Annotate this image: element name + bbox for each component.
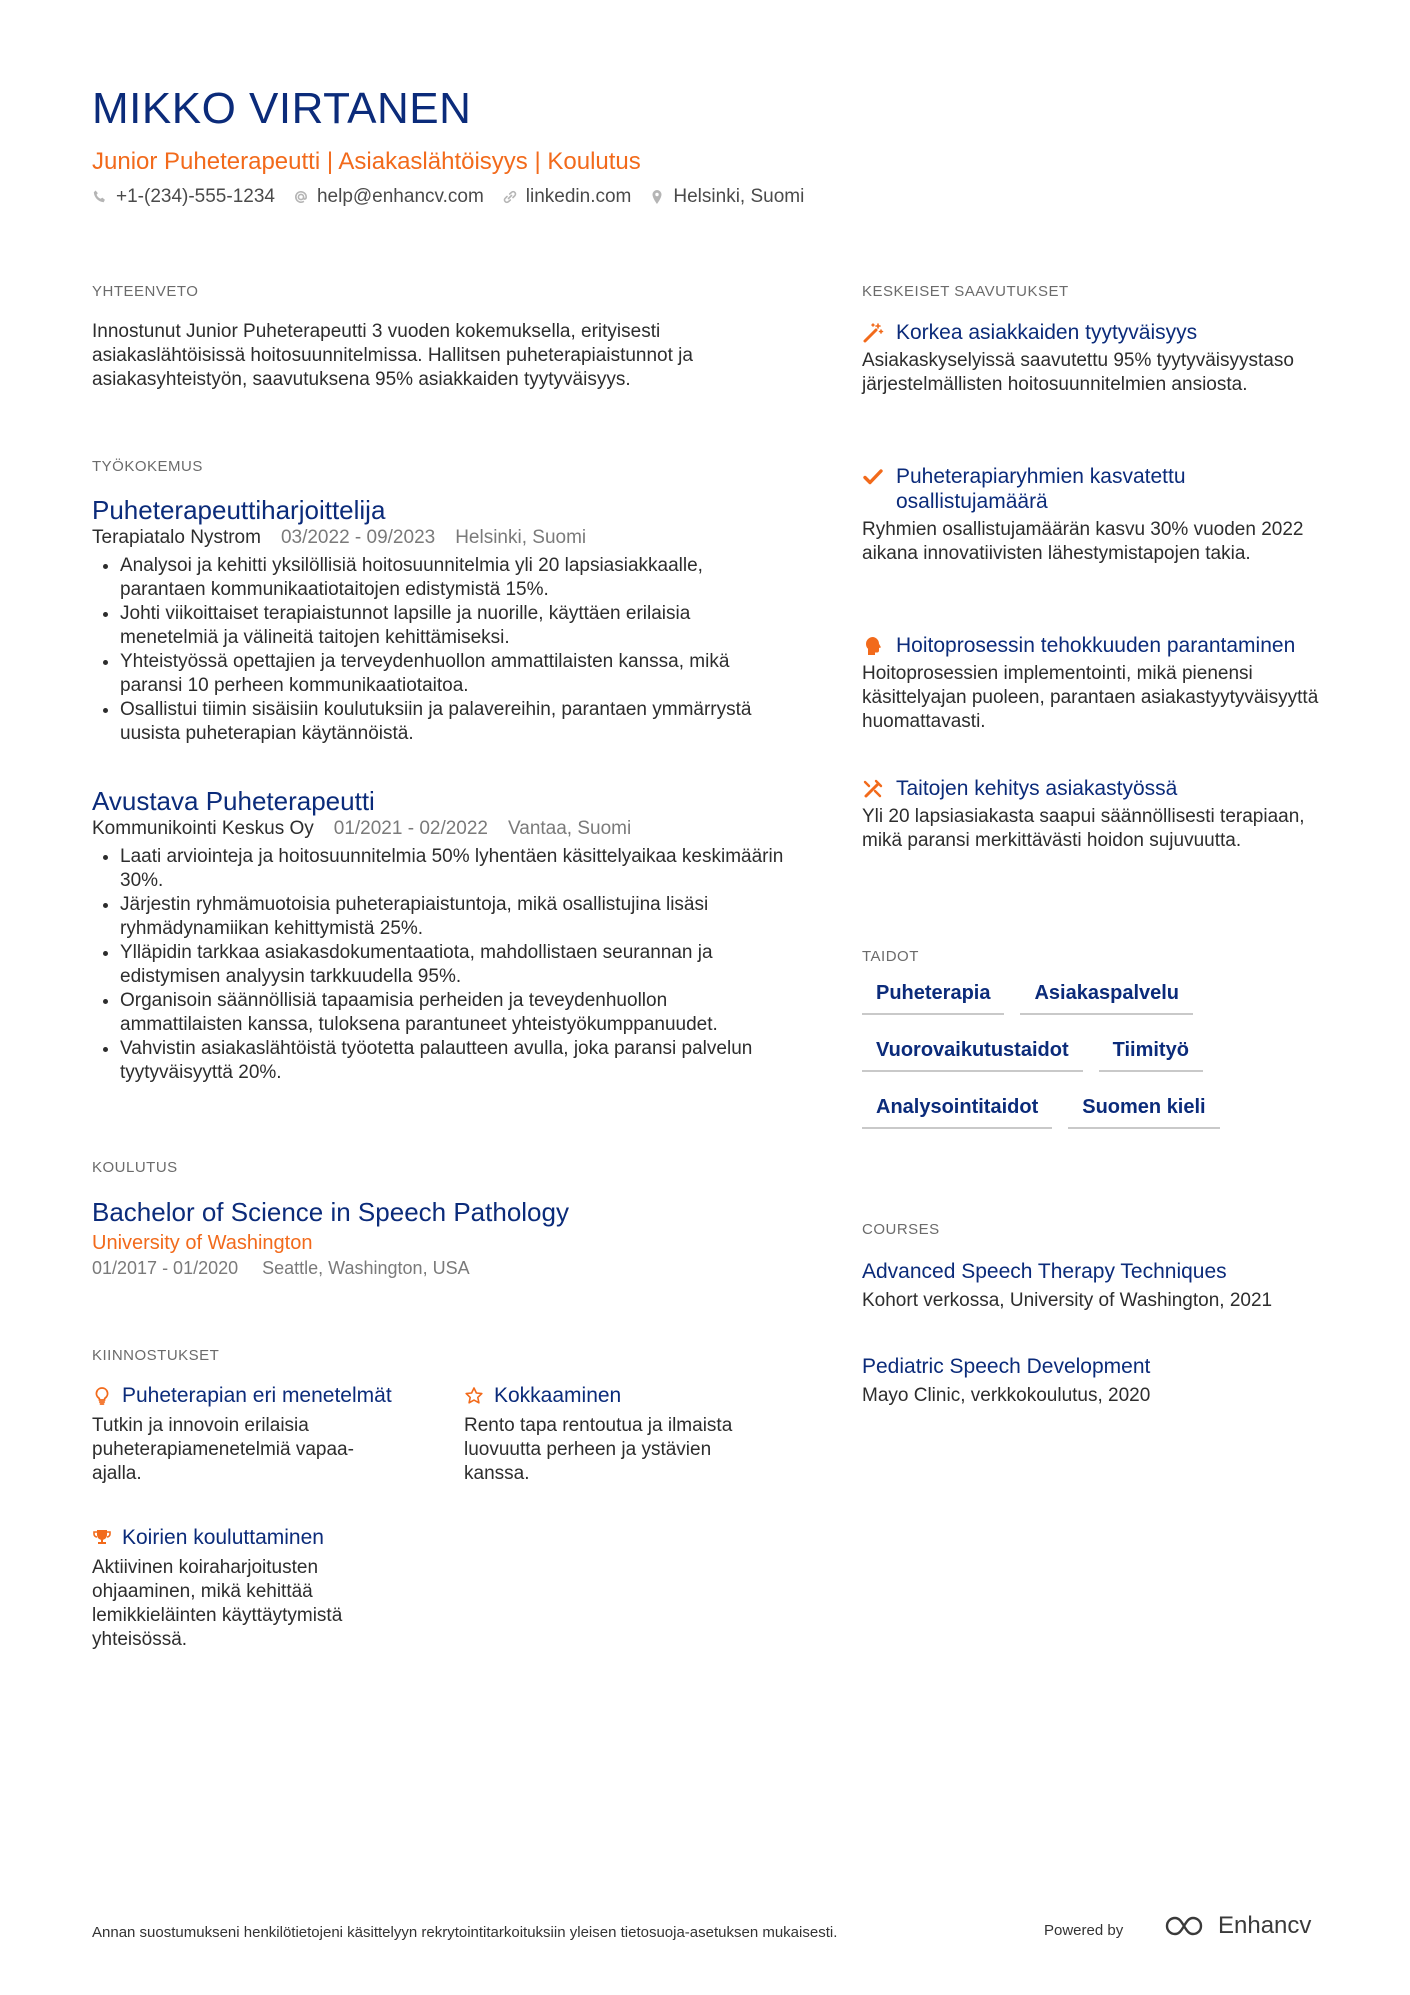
achievement-description: Asiakaskyselyissä saavutettu 95% tyytyväisyystaso järjestelmällisten hoitosuunnitelmien ansiosta. xyxy=(862,350,1294,395)
course-item xyxy=(862,1258,1332,1314)
skill-tag: Vuorovaikutustaidot xyxy=(862,1037,1083,1072)
achievement-title-row xyxy=(862,320,1332,345)
skills-list xyxy=(862,980,1322,1151)
achievement-title: Korkea asiakkaiden tyytyväisyys xyxy=(896,321,1198,344)
job-bullets xyxy=(92,554,792,746)
summary-text: Innostunut Junior Puheterapeutti 3 vuoden kokemuksella, erityisesti asiakaslähtöisissä hoitosuunnitelmissa. Hallitsen puheterapiaistunnot ja asiakasyhteistyön, saavutuksena 95% asiakkaiden tyytyväisyys. xyxy=(92,321,693,390)
achievement-item xyxy=(862,633,1332,734)
job-dates: 03/2022 - 09/2023 xyxy=(280,527,436,548)
skills-row xyxy=(862,1094,1322,1129)
experience-heading: TYÖKOKEMUS xyxy=(92,458,203,475)
job-bullets xyxy=(92,845,792,1085)
summary-heading: YHTEENVETO xyxy=(92,283,199,300)
candidate-tagline: Junior Puheterapeutti | Asiakaslähtöisyys | Koulutus xyxy=(92,148,641,175)
interest-description: Aktiivinen koiraharjoitusten ohjaaminen, mikä kehittää lemikkieläinten käyttäytymistä yhteisössä. xyxy=(92,1557,343,1650)
job-company: Terapiatalo Nystrom xyxy=(92,527,261,548)
education-heading: KOULUTUS xyxy=(92,1159,178,1176)
achievement-item xyxy=(862,776,1332,853)
interest-title: Kokkaaminen xyxy=(494,1384,622,1407)
education-meta xyxy=(92,1256,792,1280)
job-bullet: • Organisoin säännöllisiä tapaamisia perheiden ja teveydenhuollon ammattilaisten kanssa, tuloksena parantuneet yhteistyökumppanuudet. xyxy=(120,989,792,1037)
interest-title: Puheterapian eri menetelmät xyxy=(122,1384,392,1407)
job-title: Avustava Puheterapeutti xyxy=(92,786,375,816)
enhancv-logo-icon xyxy=(1164,1913,1210,1939)
brand-name: Enhancv xyxy=(1218,1912,1312,1939)
achievement-description: Yli 20 lapsiasiakasta saapui säännöllisesti terapiaan, mikä paransi merkittävästi hoidon sujuvuutta. xyxy=(862,806,1305,851)
achievement-description: Hoitoprosessien implementointi, mikä pienensi käsittelyajan puoleen, parantaen asiakastyytyväisyyttä huomattavasti. xyxy=(862,663,1319,732)
achievement-item xyxy=(862,464,1332,566)
skills-row xyxy=(862,1037,1322,1072)
powered-by-label: Powered by xyxy=(1044,1922,1124,1939)
job-title: Puheterapeuttiharjoittelija xyxy=(92,495,386,525)
job-company: Kommunikointi Keskus Oy xyxy=(92,818,314,839)
job-bullet: • Johti viikoittaiset terapiaistunnot lapsille ja nuorille, käyttäen erilaisia menetelmiä ja välineitä taitojen kehittämiseksi. xyxy=(120,602,792,650)
job-location: Helsinki, Suomi xyxy=(455,527,587,548)
candidate-name: MIKKO VIRTANEN xyxy=(92,84,472,133)
job-entry xyxy=(92,494,792,746)
achievement-description: Ryhmien osallistujamäärän kasvu 30% vuoden 2022 aikana innovatiivisten lähestymistapojen takia. xyxy=(862,519,1304,564)
course-item xyxy=(862,1353,1332,1409)
location-pin-icon xyxy=(649,189,665,205)
job-bullet: • Analysoi ja kehitti yksilöllisiä hoitosuunnitelmia yli 20 lapsiasiakkaalle, parantaen kommunikaatiotaitojen edistymistä 15%. xyxy=(120,554,792,602)
interests-heading: KIINNOSTUKSET xyxy=(92,1347,220,1364)
checkmark-icon xyxy=(862,466,884,488)
course-title: Advanced Speech Therapy Techniques xyxy=(862,1260,1227,1283)
skill-tag: Puheterapia xyxy=(862,980,1004,1015)
email-text: help@enhancv.com xyxy=(316,186,484,207)
linkedin-text: linkedin.com xyxy=(525,186,632,207)
education-entry xyxy=(92,1196,792,1280)
interest-title-row xyxy=(92,1524,402,1552)
job-bullet: • Vahvistin asiakaslähtöistä työotetta palautteen avulla, joka paransi palvelun tyytyväisyyttä 20%. xyxy=(120,1037,792,1085)
achievement-title-row xyxy=(862,464,1332,514)
skills-heading: TAIDOT xyxy=(862,948,919,965)
contact-linkedin[interactable] xyxy=(502,186,632,208)
job-meta xyxy=(92,526,792,550)
achievement-title: Puheterapiaryhmien kasvatettu osallistujamäärä xyxy=(896,465,1186,513)
enhancv-brand[interactable] xyxy=(1164,1912,1311,1940)
interest-title-row xyxy=(464,1382,774,1410)
education-dates: 01/2017 - 01/2020 xyxy=(92,1258,239,1278)
skill-tag: Suomen kieli xyxy=(1068,1094,1219,1129)
achievement-title: Hoitoprosessin tehokkuuden parantaminen xyxy=(896,634,1296,657)
star-icon xyxy=(464,1386,484,1406)
course-title: Pediatric Speech Development xyxy=(862,1355,1151,1378)
course-provider: Mayo Clinic, verkkokoulutus, 2020 xyxy=(862,1385,1151,1406)
phone-text: +1-(234)-555-1234 xyxy=(116,186,275,207)
skill-tag: Asiakaspalvelu xyxy=(1020,980,1193,1015)
trophy-icon xyxy=(92,1528,112,1548)
interest-description: Tutkin ja innovoin erilaisia puheterapiamenetelmiä vapaa-ajalla. xyxy=(92,1415,354,1484)
job-bullet: • Yhteistyössä opettajien ja terveydenhuollon ammattilaisten kanssa, mikä paransi 10 perheen kommunikaatiotaitoa. xyxy=(120,650,792,698)
job-entry xyxy=(92,785,792,1085)
link-icon xyxy=(502,189,518,205)
job-meta xyxy=(92,817,792,841)
contact-bar xyxy=(92,186,804,208)
contact-phone[interactable] xyxy=(92,186,275,208)
achievement-title-row xyxy=(862,633,1332,658)
achievement-title: Taitojen kehitys asiakastyössä xyxy=(896,777,1178,800)
job-dates: 01/2021 - 02/2022 xyxy=(333,818,488,839)
achievements-heading: KESKEISET SAAVUTUKSET xyxy=(862,283,1069,300)
job-bullet: • Ylläpidin tarkkaa asiakasdokumentaatiota, mahdollistaen seurannan ja edistymisen analyysin tarkkuudella 95%. xyxy=(120,941,792,989)
job-bullet: • Laati arviointeja ja hoitosuunnitelmia 50% lyhentäen käsittelyaikaa keskimäärin 30%. xyxy=(120,845,792,893)
magic-wand-icon xyxy=(862,322,884,344)
education-school: University of Washington xyxy=(92,1232,313,1254)
head-icon xyxy=(862,635,884,657)
lightbulb-icon xyxy=(92,1386,112,1406)
course-provider: Kohort verkossa, University of Washington, 2021 xyxy=(862,1290,1273,1311)
education-location: Seattle, Washington, USA xyxy=(262,1258,470,1278)
job-bullet: • Osallistui tiimin sisäisiin koulutuksiin ja palavereihin, parantaen ymmärrystä uusista puheterapian käytännöistä. xyxy=(120,698,792,746)
education-degree: Bachelor of Science in Speech Pathology xyxy=(92,1197,569,1227)
phone-icon xyxy=(92,189,108,205)
interest-title-row xyxy=(92,1382,402,1410)
achievement-title-row xyxy=(862,776,1332,801)
tools-icon xyxy=(862,778,884,800)
location-text: Helsinki, Suomi xyxy=(673,186,805,207)
achievement-item xyxy=(862,320,1332,397)
courses-heading: COURSES xyxy=(862,1221,940,1238)
skills-row xyxy=(862,980,1322,1015)
interest-item xyxy=(464,1382,774,1486)
skill-tag: Analysointitaidot xyxy=(862,1094,1052,1129)
interest-item xyxy=(92,1382,402,1486)
interest-title: Koirien kouluttaminen xyxy=(122,1526,324,1549)
interest-description: Rento tapa rentoutua ja ilmaista luovuutta perheen ja ystävien kanssa. xyxy=(464,1415,733,1484)
at-icon xyxy=(293,189,309,205)
job-bullet: • Järjestin ryhmämuotoisia puheterapiaistuntoja, mikä osallistujina lisäsi ryhmädynamiikan kehittymistä 25%. xyxy=(120,893,792,941)
interest-item xyxy=(92,1524,402,1652)
consent-note: Annan suostumukseni henkilötietojeni käsittelyyn rekrytointitarkoituksiin yleisen tietosuoja-asetuksen mukaisesti. xyxy=(92,1924,838,1941)
contact-location xyxy=(649,186,804,208)
job-location: Vantaa, Suomi xyxy=(508,818,632,839)
contact-email[interactable] xyxy=(293,186,484,208)
skill-tag: Tiimityö xyxy=(1099,1037,1203,1072)
